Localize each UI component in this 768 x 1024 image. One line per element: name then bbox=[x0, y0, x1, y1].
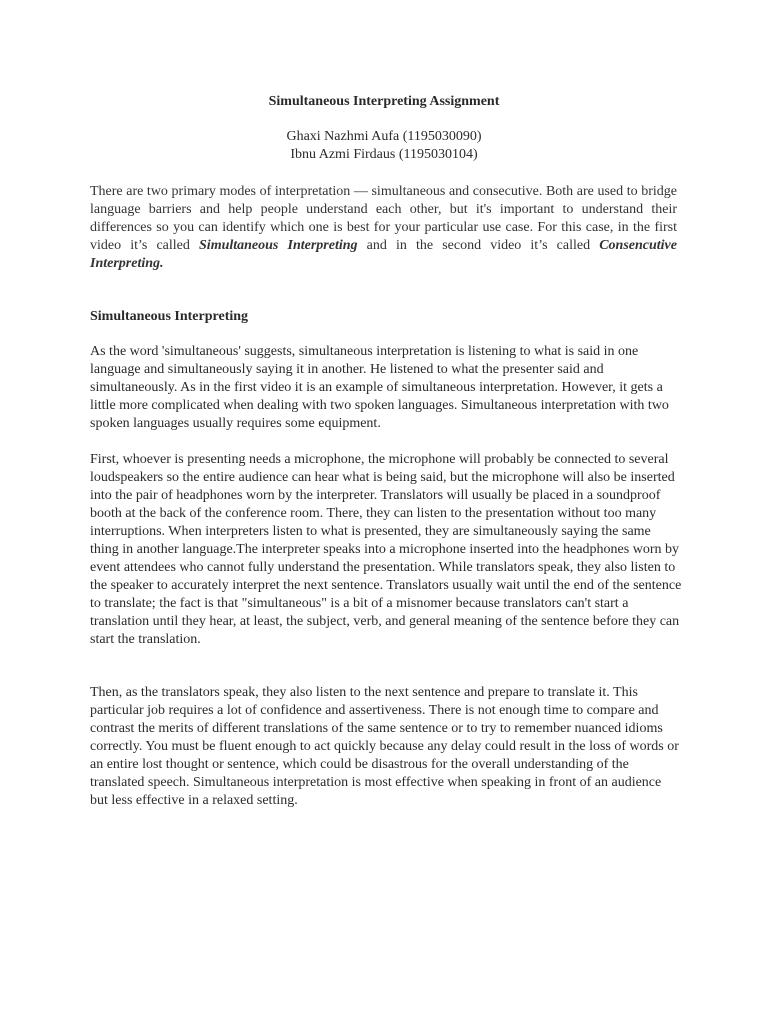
intro-paragraph bbox=[90, 183, 677, 273]
paragraph-text: Then, as the translators speak, they also listen to the next sentence and prepare to translate it. This particular job requires a lot of confidence and assertiveness. There is not enough time to compare and contrast the merits of different translations of the same sentence or to try to remember nuanced idioms correctly. You must be fluent enough to act quickly because any delay could result in the loss of words or an entire lost thought or sentence, which could be disastrous for the overall understanding of the translated speech. Simultaneous interpretation is most effective when speaking in front of an audience but less effective in a relaxed setting. bbox=[90, 685, 679, 808]
body-paragraph-3 bbox=[90, 684, 682, 810]
paragraph-text: First, whoever is presenting needs a microphone, the microphone will probably be connected to several loudspeakers so the entire audience can hear what is being said, but the microphone will also be inserted into the pair of headphones worn by the interpreter. Translators will usually be placed in a soundproof booth at the back of the conference room. There, they can listen to the presentation without too many interruptions. When interpreters listen to what is presented, they are simultaneously saying the same thing in another language.The interpreter speaks into a microphone inserted into the headphones worn by event attendees who cannot fully understand the presentation. While translators speak, they also listen to the speaker to accurately interpret the next sentence. Translators usually wait until the end of the sentence to translate; the fact is that "simultaneous" is a bit of a misnomer because translators can't start a translation until they hear, at least, the subject, verb, and general meaning of the sentence before they can start the translation. bbox=[90, 452, 682, 647]
author-1: Ghaxi Nazhmi Aufa (1195030090) bbox=[286, 129, 482, 144]
author-2: Ibnu Azmi Firdaus (1195030104) bbox=[290, 147, 478, 162]
document-title: Simultaneous Interpreting Assignment bbox=[268, 94, 500, 109]
author-list bbox=[0, 128, 768, 164]
intro-emphasis-simultaneous: Simultaneous Interpreting bbox=[199, 238, 358, 253]
intro-text-before: There are two primary modes of interpretation — simultaneous and consecutive. Both are used to bridge language barriers and help people understand each other, but it's important to understand their differences so you can identify which one is best for your particular use case. For this case, in the first video it’s called bbox=[90, 184, 677, 253]
section-heading: Simultaneous Interpreting bbox=[90, 309, 249, 324]
body-paragraph-2 bbox=[90, 451, 682, 649]
paragraph-text: As the word 'simultaneous' suggests, simultaneous interpretation is listening to what is said in one language and simultaneously saying it in another. He listened to what the presenter said and simultaneously. As in the first video it is an example of simultaneous interpretation. However, it gets a little more complicated when dealing with two spoken languages. Simultaneous interpretation with two spoken languages usually requires some equipment. bbox=[90, 344, 669, 431]
body-paragraph-1 bbox=[90, 343, 682, 433]
intro-emphasis-consecutive: Consencutive Interpreting. bbox=[90, 238, 677, 271]
intro-text-middle: and in the second video it’s called bbox=[357, 238, 600, 253]
